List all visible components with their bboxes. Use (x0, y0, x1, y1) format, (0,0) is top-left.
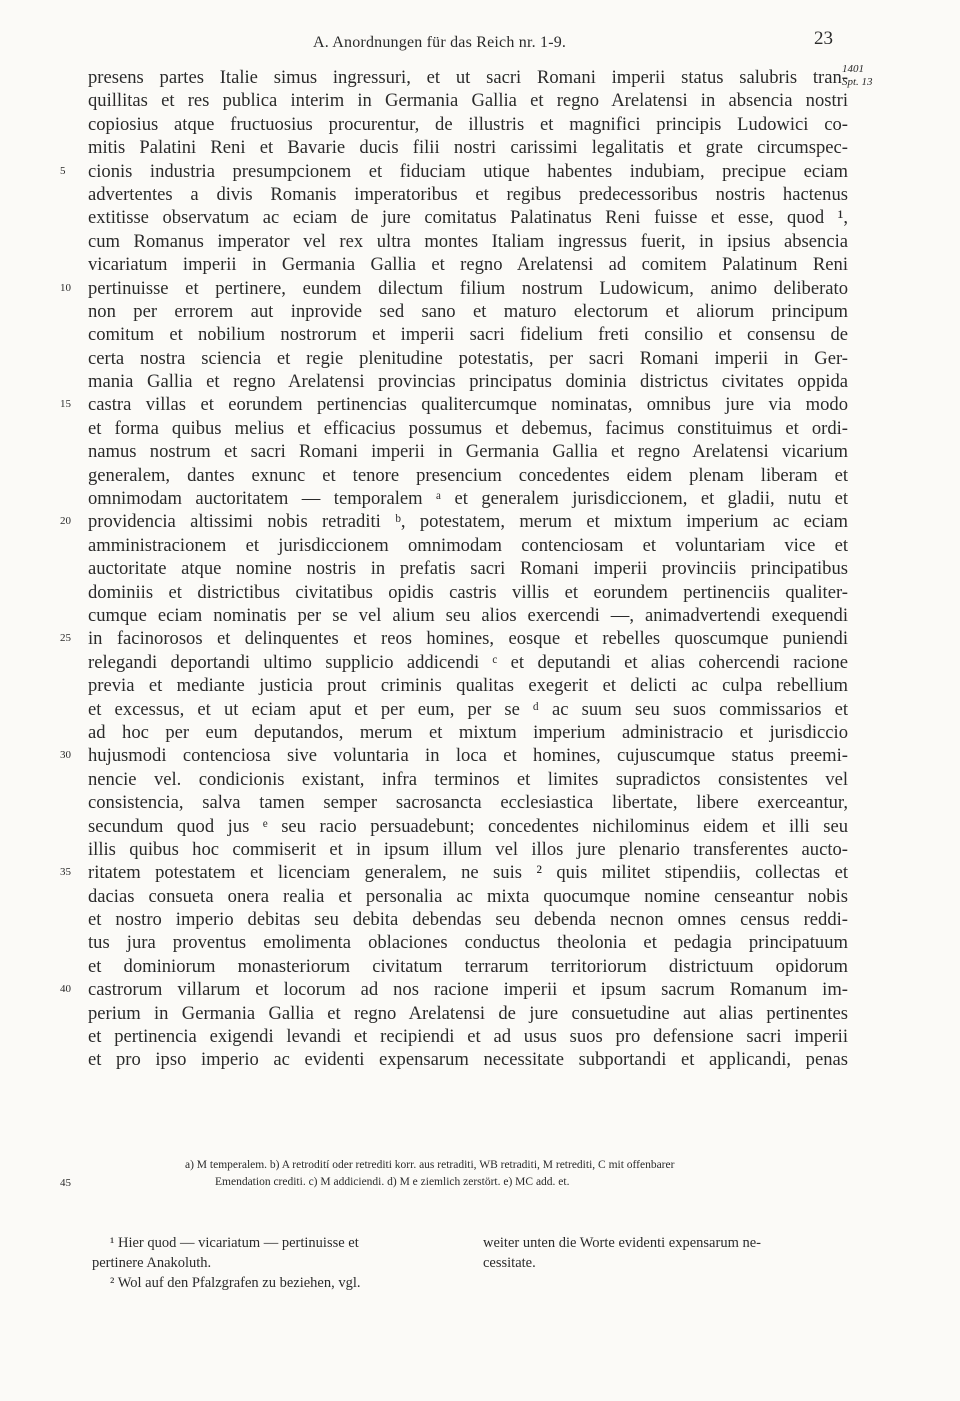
line-text: in facinorosos et delinquentes et reos homines, eosque et rebelles quoscumque puniendi (88, 628, 848, 650)
line-text: nencie vel. condicionis existant, infra terminos et limites supradictos consistentes vel (88, 768, 848, 790)
text-line (88, 955, 848, 978)
line-number: 10 (60, 281, 71, 294)
footnote-line: ¹ Hier quod — vicariatum — pertinuisse et (110, 1235, 359, 1251)
running-head-title: A. Anordnungen für das Reich nr. 1-9. (313, 34, 567, 51)
line-text: quillitas et res publica interim in Germania Gallia et regno Arelatensi in absencia nostri (88, 90, 848, 112)
text-line (88, 651, 848, 674)
text-line (60, 393, 848, 416)
text-line (88, 323, 848, 346)
line-number: 25 (60, 632, 71, 645)
line-number: 40 (60, 983, 71, 996)
footnote-line: cessitate. (483, 1255, 536, 1271)
line-number: 15 (60, 398, 71, 411)
footnote-line: weiter unten die Worte evidenti expensarum ne- (483, 1235, 761, 1251)
line-text: cum Romanus imperator vel rex ultra montes Italiam ingressus fuerit, in ipsius absencia (88, 230, 848, 252)
text-line (88, 604, 848, 627)
text-line (88, 206, 848, 229)
text-line (88, 581, 848, 604)
line-text: et dominiorum monasteriorum civitatum terrarum territoriorum districtuum opidorum (88, 955, 848, 977)
line-text: non per errorem aut inprovide sed sano et maturo electorum et aliorum principum (88, 300, 848, 322)
text-line (88, 136, 848, 159)
text-line (88, 534, 848, 557)
text-line (88, 347, 848, 370)
text-line (88, 1048, 848, 1071)
line-text: et nostro imperio debitas seu debita debendas seu debenda necnon omnes census reddi- (88, 909, 848, 931)
footnote-line: ² Wol auf den Pfalzgrafen zu beziehen, vgl. (110, 1275, 361, 1291)
line-text: et pro ipso imperio ac evidenti expensarum necessitate subportandi et applicandi, penas (88, 1049, 848, 1071)
footnotes-left (92, 1233, 462, 1293)
running-head (0, 28, 960, 58)
text-line (60, 627, 848, 650)
text-line (88, 698, 848, 721)
text-line (88, 815, 848, 838)
main-text (60, 66, 848, 1072)
line-text: ad hoc per eum deputandos, merum et mixtum imperium administracio et jurisdiccio (88, 721, 848, 743)
line-text: perium in Germania Gallia et regno Arelatensi de jure consuetudine aut alias pertinentes (88, 1002, 848, 1024)
text-line (88, 440, 848, 463)
text-line (60, 510, 848, 533)
margin-year: 1401 (842, 63, 864, 75)
text-line (88, 908, 848, 931)
margin-date-note (842, 63, 902, 89)
line-number: 5 (60, 164, 66, 177)
text-line (60, 744, 848, 767)
line-text: consistencia, salva tamen semper sacrosancta ecclesiastica libertate, libere exerceantur, (88, 792, 848, 814)
margin-day: Spt. 13 (842, 76, 873, 88)
line-text: et pertinencia exigendi levandi et recipiendi et ad usus suos pro defensione sacri imperii (88, 1026, 848, 1048)
line-text: hujusmodi contenciosa sive voluntaria in loca et homines, cujuscumque status preemi- (88, 745, 848, 767)
line-text: advertentes a divis Romanis imperatoribus et regibus predecessoribus nostris hactenus (88, 183, 848, 205)
text-line (88, 417, 848, 440)
text-line (88, 768, 848, 791)
line-number: 20 (60, 515, 71, 528)
text-line (88, 113, 848, 136)
line-text: dominiis et districtibus civitatibus opidis castris villis et eorundem pertinenciis qualiter- (88, 581, 848, 603)
line-text: dacias consueta onera realia et personalia ac mixta quocumque nomine censeantur nobis (88, 885, 848, 907)
line-text: et excessus, et ut eciam aput et per eum, per se ᵈ ac suum seu suos commissarios et (88, 698, 848, 720)
line-text: cionis industria presumpcionem et fiduciam utique habentes indubiam, precipue eciam (88, 160, 848, 182)
critical-apparatus (185, 1157, 855, 1191)
line-text: castrorum villarum et locorum ad nos racione imperii et ipsum sacrum Romanum im- (88, 979, 848, 1001)
line-text: et forma quibus melius et efficacius possumus et debemus, facimus constituimus et ordi- (88, 417, 848, 439)
line-text: omnimodam auctoritatem — temporalem ᵃ et generalem jurisdiccionem, et gladii, nutu et (88, 488, 848, 510)
text-line (88, 557, 848, 580)
text-line (88, 487, 848, 510)
text-line (88, 89, 848, 112)
line-text: certa nostra sciencia et regie plenitudine potestatis, per sacri Romani imperii in Ger- (88, 347, 848, 369)
text-line (88, 885, 848, 908)
line-text: providencia altissimi nobis retraditi ᵇ, potestatem, merum et mixtum imperium ac eciam (88, 511, 848, 533)
line-text: relegandi deportandi ultimo supplicio addicendi ᶜ et deputandi et alias cohercendi racione (88, 651, 848, 673)
text-line (60, 277, 848, 300)
text-line (88, 1002, 848, 1025)
line-number: 45 (60, 1177, 71, 1189)
line-text: namus nostrum et sacri Romani imperii in Germania Gallia et regno Arelatensi vicarium (88, 441, 848, 463)
line-text: comitum et nobilium nostrorum et imperii sacri fidelium freti consilio et consensu de (88, 324, 848, 346)
line-text: mitis Palatini Reni et Bavarie ducis filii nostri carissimi legalitatis et grate circumspec- (88, 137, 848, 159)
line-text: mania Gallia et regno Arelatensi provincias principatus dominia districtus civitates oppida (88, 371, 848, 393)
line-text: previa et mediante justicia prout criminis qualitas exegerit et delicti ac culpa rebellium (88, 675, 848, 697)
line-text: ritatem potestatem et licenciam generalem, ne suis ² quis militet stipendiis, collectas et (88, 862, 848, 884)
text-line (60, 861, 848, 884)
line-text: amministracionem et jurisdiccionem omnimodam contenciosam et voluntariam vice et (88, 534, 848, 556)
line-text: secundum quod jus ᵉ seu racio persuadebunt; concedentes nichilominus eidem et illi seu (88, 815, 848, 837)
text-line (60, 160, 848, 183)
line-text: illis quibus hoc commiserit et in ipsum illum vel illos jure plenario transferentes aucto- (88, 838, 848, 860)
text-line (88, 464, 848, 487)
text-line (88, 230, 848, 253)
line-number: 30 (60, 749, 71, 762)
text-line (88, 674, 848, 697)
apparatus-line: a) M temperalem. b) A retrodití oder retrediti korr. aus retraditi, WB retraditi, M retrediti, C mit offenbarer (185, 1159, 675, 1171)
apparatus-line: Emendation crediti. c) M addiciendi. d) M e ziemlich zerstört. e) MC add. et. (215, 1176, 570, 1188)
text-line (88, 791, 848, 814)
text-line (88, 370, 848, 393)
line-text: pertinuisse et pertinere, eundem dilectum filium nostrum Ludowicum, animo deliberato (88, 277, 848, 299)
line-text: tus jura proventus emolimenta oblaciones conductus theolonia et pedagia principatuum (88, 932, 848, 954)
text-line (88, 721, 848, 744)
line-text: auctoritate atque nomine nostris in prefatis sacri Romani imperii provinciis principatibus (88, 558, 848, 580)
page-number: 23 (814, 28, 833, 49)
text-line (88, 66, 848, 89)
text-line (88, 931, 848, 954)
line-text: presens partes Italie simus ingressuri, et ut sacri Romani imperii status salubris tran- (88, 67, 848, 88)
line-text: copiosius atque fructuosius procurentur, de illustris et magnifici principis Ludowici co- (88, 113, 848, 135)
line-text: extitisse observatum ac eciam de jure comitatus Palatinatus Reni fuisse et esse, quod ¹, (88, 207, 848, 229)
line-text: generalem, dantes exnunc et tenore presencium concedentes eidem plenam liberam et (88, 464, 848, 486)
footnotes-right (483, 1233, 853, 1273)
footnote-line: pertinere Anakoluth. (92, 1255, 212, 1271)
text-line (88, 1025, 848, 1048)
line-text: vicariatum imperii in Germania Gallia et regno Arelatensi ad comitem Palatinum Reni (88, 254, 848, 276)
text-line (88, 838, 848, 861)
text-line (88, 300, 848, 323)
line-text: cumque eciam nominatis per se vel alium seu alios exercendi —, animadvertendi exequendi (88, 604, 848, 626)
text-line (60, 978, 848, 1001)
text-line (88, 253, 848, 276)
line-text: castra villas et eorundem pertinencias qualitercumque nominatas, omnibus jure via modo (88, 394, 848, 416)
line-number: 35 (60, 866, 71, 879)
text-line (88, 183, 848, 206)
